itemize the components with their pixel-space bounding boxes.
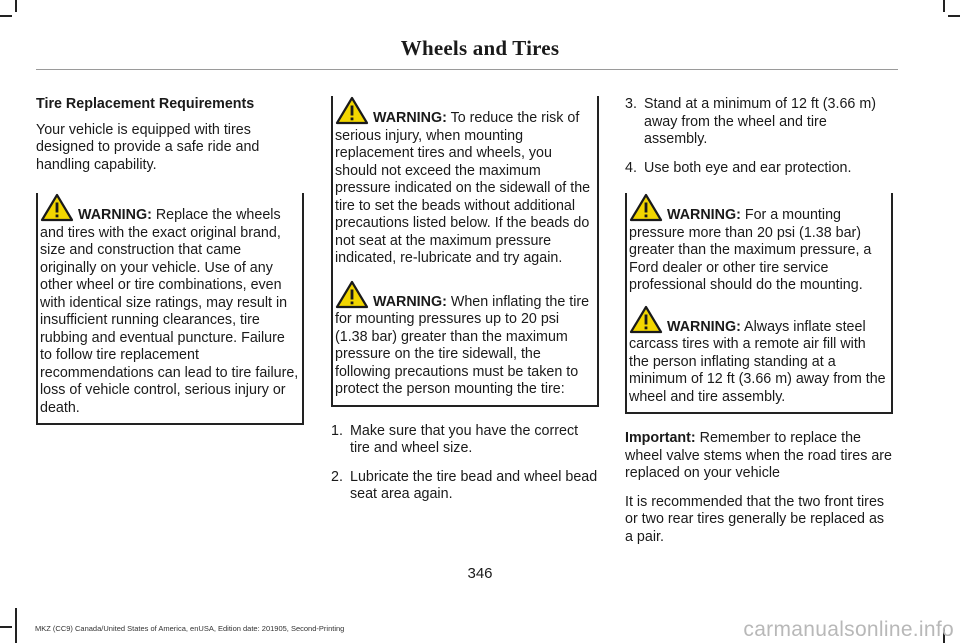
procedure-list: [331, 423, 599, 504]
list-item: [625, 160, 893, 178]
warning-label: WARNING:: [667, 207, 741, 223]
warning-triangle-icon: [335, 96, 369, 125]
list-item: [331, 469, 599, 504]
section-heading: Tire Replacement Requirements: [36, 96, 255, 112]
step-text: Make sure that you have the correct tire and wheel size.: [350, 422, 579, 456]
crop-mark: [0, 626, 12, 628]
warning-body: To reduce the risk of serious injury, when mounting replacement tires and wheels, you should not exceed the maximum pressure indicated on the sidewall of the tire to set the beads without additional precautions listed below. If the beads do not seat at the maximum pressure indicated, re-lubricate and try again.: [335, 110, 591, 266]
warning-label: WARNING:: [373, 293, 447, 310]
step-text: Stand at a minimum of 12 ft (3.66 m) away from the wheel and tire assembly.: [644, 96, 877, 147]
warning-label: WARNING:: [78, 207, 152, 223]
crop-mark: [15, 0, 17, 12]
step-number: 2.: [331, 468, 343, 485]
step-number: 1.: [331, 422, 343, 439]
warning-box: [331, 96, 599, 280]
crop-mark: [948, 15, 960, 17]
page-title: Wheels and Tires: [400, 36, 560, 60]
warning-body: When inflating the tire for mounting pressures up to 20 psi (1.38 bar) greater than the maximum pressure on the tire sidewall, the following precautions must be taken to protect the person mounting the tire:: [335, 293, 590, 397]
warning-label: WARNING:: [667, 318, 741, 335]
list-item: [331, 423, 599, 458]
warning-body: Replace the wheels and tires with the exact original brand, size and construction that came originally on your vehicle. Use of any other wheel or tire combinations, even with identical size ratings, may result in insufficient running clearances, tire rubbing and eventual puncture. Failure to follow tire replacement recommendations can lead to tire failure, loss of vehicle control, serious injury or death.: [40, 207, 299, 416]
warning-box: [625, 193, 893, 305]
warning-body: For a mounting pressure more than 20 psi (1.38 bar) greater than the maximum pressure, a Ford dealer or other tire service professional should do the mounting.: [629, 207, 872, 293]
crop-mark: [0, 15, 12, 17]
warning-text: [627, 193, 891, 295]
crop-mark: [943, 0, 945, 12]
watermark: carmanualsonline.info: [743, 618, 954, 641]
warning-text: [333, 96, 597, 268]
warning-label: WARNING:: [373, 110, 447, 126]
warning-text: [333, 280, 597, 399]
step-text: Use both eye and ear protection.: [644, 159, 852, 176]
warning-triangle-icon: [629, 305, 663, 334]
document-info: MKZ (CC9) Canada/United States of America, enUSA, Edition date: 201905, Second-Printing: [35, 624, 345, 633]
intro-paragraph: Your vehicle is equipped with tires designed to provide a safe ride and handling capability.: [36, 121, 260, 173]
important-note: [625, 430, 893, 483]
list-item: [625, 96, 893, 149]
column-left: [36, 96, 304, 441]
warning-text: [627, 305, 891, 407]
important-label: Important:: [625, 430, 696, 446]
warning-box: [625, 305, 893, 415]
column-right: [625, 96, 893, 557]
warning-body: Always inflate steel carcass tires with a remote air fill with the person inflating standing at a minimum of 12 ft (3.66 m) away from the wheel and tire assembly.: [629, 318, 886, 405]
crop-mark: [15, 608, 17, 643]
warning-box: [331, 280, 599, 407]
warning-triangle-icon: [40, 193, 74, 222]
step-number: 3.: [625, 96, 637, 112]
warning-box: [36, 193, 304, 425]
page-number: 346: [467, 565, 493, 582]
important-text: Remember to replace the wheel valve stems when the road tires are replaced on your vehicle: [625, 430, 893, 481]
warning-text: [38, 193, 302, 417]
warning-triangle-icon: [629, 193, 663, 222]
header-divider: [36, 69, 898, 70]
procedure-list: [625, 96, 893, 177]
step-number: 4.: [625, 159, 637, 176]
column-middle: [331, 96, 599, 515]
closing-paragraph: It is recommended that the two front tires or two rear tires generally be replaced as a pair.: [625, 493, 885, 545]
warning-triangle-icon: [335, 280, 369, 309]
step-text: Lubricate the tire bead and wheel bead seat area again.: [350, 468, 598, 502]
